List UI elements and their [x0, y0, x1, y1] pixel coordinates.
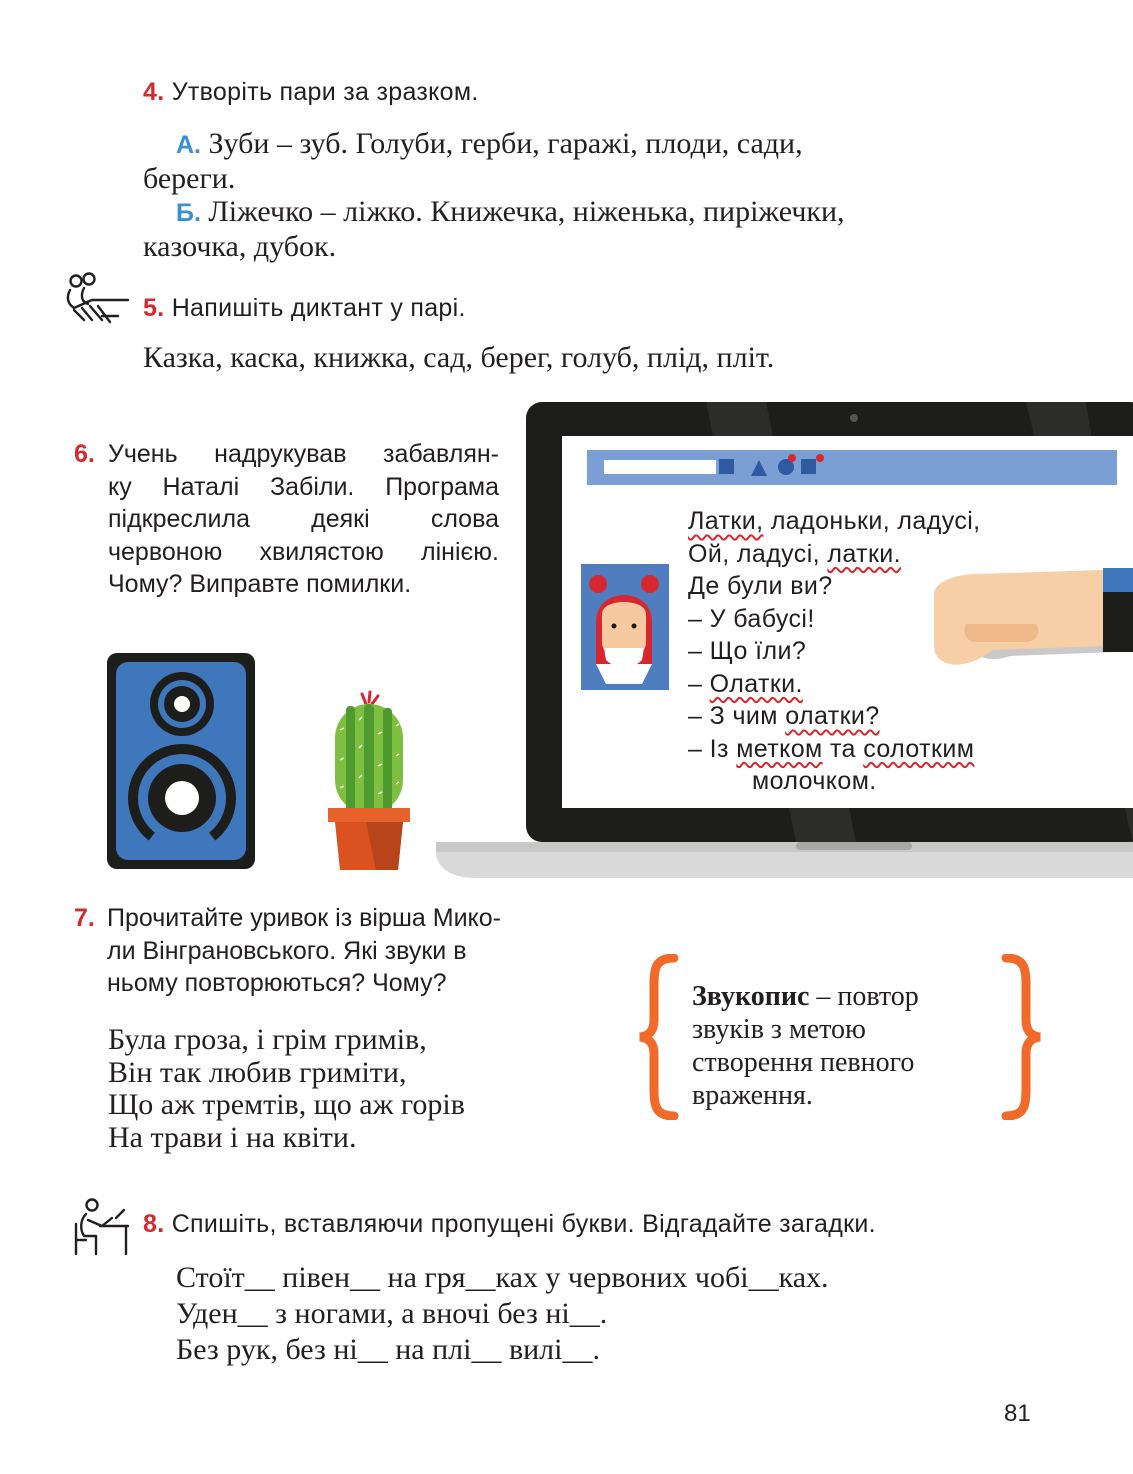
task-instruction: Спишіть, вставляючи пропущені букви. Відгадайте загадки. — [171, 1210, 876, 1238]
screen-line: – Що їли? — [688, 637, 807, 665]
pair-work-icon — [62, 270, 134, 332]
part-b-line2: казочка, дубок. — [143, 230, 337, 263]
screen-fragment: – — [688, 669, 710, 698]
riddle-line: Уден__ з ногами, а вночі без ні__. — [176, 1297, 608, 1330]
definition-line: звуків з метою — [692, 1014, 866, 1045]
riddle-line: Без рук, без ні__ на плі__ вилі__. — [176, 1333, 600, 1366]
task6-line: Чому? Виправте помилки. — [108, 570, 412, 598]
part-a-line2: береги. — [143, 162, 236, 195]
task5-header — [143, 294, 466, 323]
part-b-sample: Ліжечко – ліжко. — [208, 195, 423, 228]
task6-line: червоною хвилястою лінією. — [108, 537, 499, 566]
screen-fragment: – З чим — [688, 702, 786, 730]
task-number: 6. — [74, 440, 95, 468]
task8-header — [143, 1210, 876, 1239]
screen-line: Де були ви? — [688, 572, 833, 600]
underlined-word: олатки? — [785, 702, 880, 730]
speaker-illustration — [106, 652, 256, 870]
underlined-word: метком — [736, 734, 823, 763]
screen-line — [688, 700, 981, 733]
right-brace-icon — [1000, 954, 1046, 1120]
task6-line: Учень надрукував забавлян- — [108, 440, 499, 468]
task7-line: Прочитайте уривок із вірша Мико- — [107, 904, 501, 932]
part-a-sample: Зуби – зуб. — [208, 127, 349, 160]
definition-line — [692, 980, 919, 1013]
task-number: 4. — [143, 78, 165, 106]
part-a-label: А. — [176, 131, 201, 159]
task6-line: ку Наталі Забіли. Програма — [108, 472, 499, 501]
screen-line: молочком. — [752, 767, 877, 795]
screen-fragment: ладоньки, ладусі, — [763, 507, 981, 535]
task-number: 5. — [143, 294, 165, 322]
task-instruction: Утворіть пари за зразком. — [171, 78, 479, 106]
screen-text — [688, 505, 981, 798]
task-number: 8. — [143, 1210, 165, 1238]
screen-fragment: – Із — [688, 734, 737, 763]
task7-text — [74, 902, 584, 1000]
screen-line — [688, 668, 981, 701]
screen-fragment: та — [822, 734, 864, 763]
cactus-illustration — [326, 690, 412, 872]
underlined-word: Латки, — [688, 507, 764, 535]
part-a-words: Голуби, герби, гаражі, плоди, сади, — [348, 127, 803, 160]
definition-fragment: – повтор — [809, 981, 919, 1012]
task-instruction: Напишіть диктант у парі. — [171, 294, 466, 322]
screen-line — [688, 505, 981, 538]
left-brace-icon — [634, 954, 680, 1120]
underlined-word: солотким — [863, 734, 975, 763]
task7-line: ньому повторюються? Чому? — [107, 969, 447, 997]
poem — [108, 1024, 465, 1154]
definition-line: створення певного — [692, 1047, 915, 1078]
screen-fragment: Ой, ладусі, — [688, 539, 828, 568]
task-number: 7. — [74, 904, 95, 932]
task4-header — [143, 78, 479, 107]
task4-body — [143, 127, 1043, 263]
page-number: 81 — [1004, 1400, 1031, 1427]
dictation-words: Казка, каска, книжка, сад, берег, голуб, плід, пліт. — [143, 341, 775, 374]
poem-line: Була гроза, і грім гримів, — [108, 1023, 427, 1056]
definition-term: Звукопис — [692, 981, 810, 1012]
screen-line — [688, 538, 981, 571]
task7-line: ли Вінграновського. Які звуки в — [107, 936, 467, 965]
poem-line: Що аж тремтів, що аж горів — [108, 1088, 465, 1121]
underlined-word: Олатки. — [709, 669, 803, 698]
definition-line: враження. — [692, 1080, 813, 1111]
writing-desk-icon — [72, 1196, 132, 1258]
screen-line: – У бабусі! — [688, 604, 815, 633]
poem-line: Він так любив гриміти, — [108, 1055, 407, 1089]
riddles — [176, 1260, 829, 1368]
part-b-label: Б. — [176, 199, 201, 227]
poem-line: На трави і на квіти. — [108, 1120, 357, 1154]
screen-line — [688, 733, 981, 766]
part-b-words: Книжечка, ніженька, пиріжечки, — [422, 195, 845, 228]
definition-box — [692, 980, 919, 1112]
underlined-word: латки. — [827, 539, 901, 568]
task6-line: підкреслила деякі слова — [108, 505, 499, 533]
riddle-line: Стоїт__ півен__ на гря__ках у червоних чобі__ках. — [176, 1261, 829, 1294]
